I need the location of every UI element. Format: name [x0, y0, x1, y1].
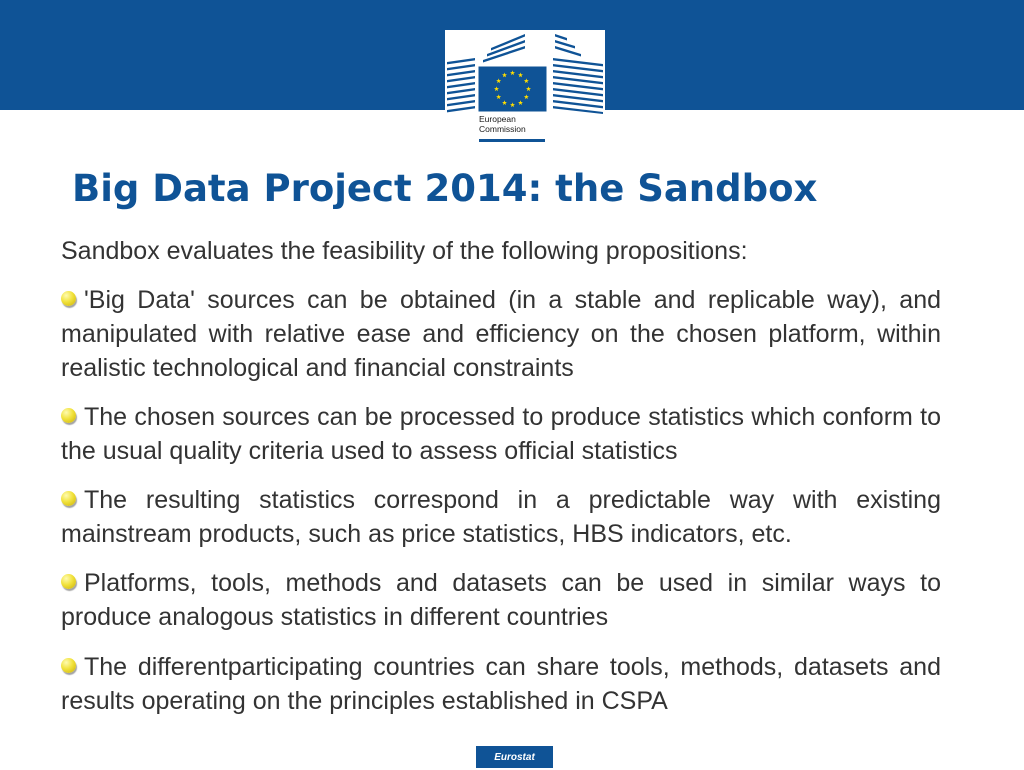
bullet-icon: [61, 491, 76, 506]
bullet-icon: [61, 658, 76, 673]
logo-text: [479, 114, 526, 134]
logo-text-line2: Commission: [479, 124, 526, 134]
slide-title: Big Data Project 2014: the Sandbox: [72, 167, 818, 210]
berlaymont-logo-icon: [445, 30, 605, 114]
eurostat-footer-label: Eurostat: [476, 746, 553, 768]
bullet-icon: [61, 574, 76, 589]
bullet-icon: [61, 408, 76, 423]
bullet-text-1: 'Big Data' sources can be obtained (in a stable and replicable way), and manipulated with relative ease and efficiency on the chosen platform, within realistic technological and financial constraints: [61, 286, 941, 382]
bullet-item-5: [61, 650, 941, 718]
logo-underline: [479, 139, 545, 142]
bullet-text-5: The differentparticipating countries can share tools, methods, datasets and results operating on the principles established in CSPA: [61, 653, 941, 715]
bullet-icon: [61, 291, 76, 306]
bullet-item-2: [61, 400, 941, 468]
intro-text: Sandbox evaluates the feasibility of the following propositions:: [61, 237, 748, 265]
bullet-item-1: [61, 283, 941, 385]
bullet-text-3: The resulting statistics correspond in a predictable way with existing mainstream products, such as price statistics, HBS indicators, etc.: [61, 486, 941, 548]
bullet-text-4: Platforms, tools, methods and datasets can be used in similar ways to produce analogous statistics in different countries: [61, 569, 941, 631]
bullet-text-2: The chosen sources can be processed to produce statistics which conform to the usual quality criteria used to assess official statistics: [61, 403, 941, 465]
bullet-item-4: [61, 566, 941, 634]
european-commission-logo: [445, 30, 605, 145]
logo-text-line1: European: [479, 114, 516, 124]
bullet-item-3: [61, 483, 941, 551]
